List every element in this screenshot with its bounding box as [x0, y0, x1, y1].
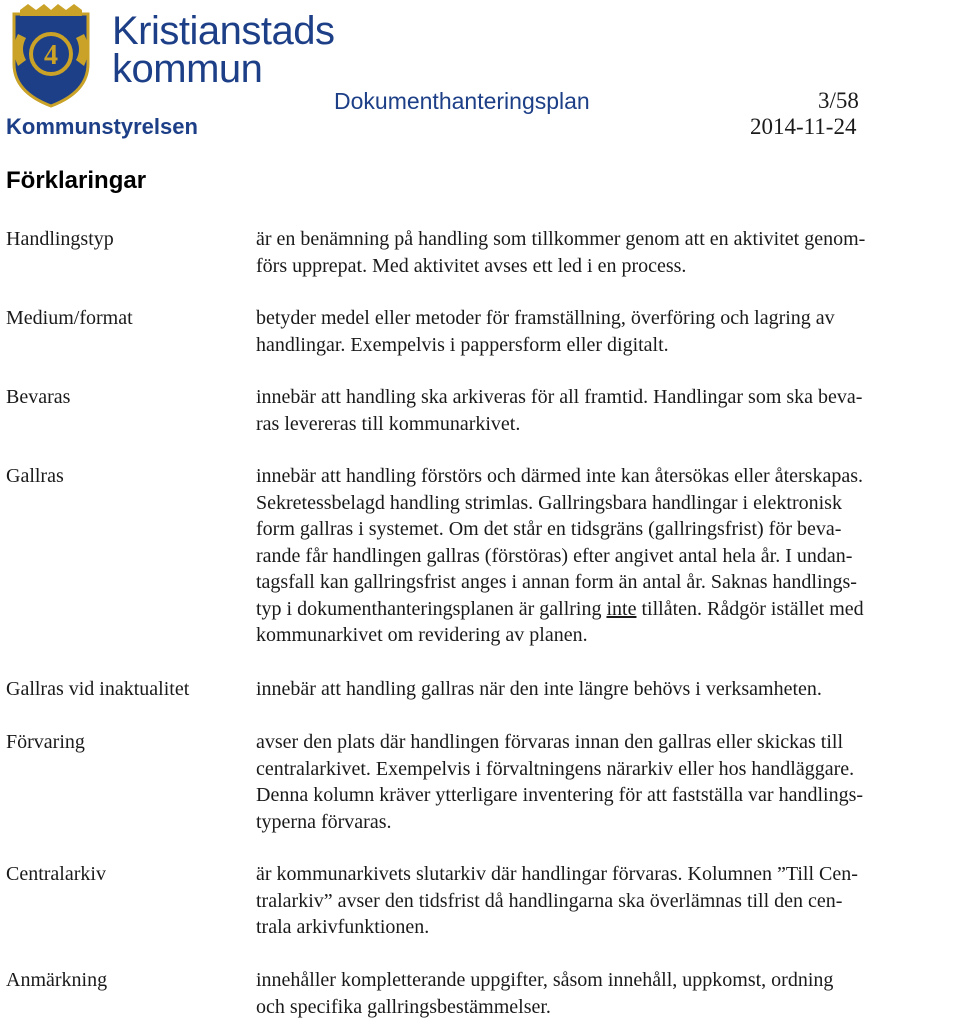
definition-line: avser den plats där handlingen förvaras innan den gallras eller skickas till [256, 731, 844, 753]
term-gallras: Gallras [6, 465, 64, 487]
term-bevaras: Bevaras [6, 386, 71, 408]
definition-line: betyder medel eller metoder för framställning, överföring och lagring av [256, 307, 835, 329]
definition-anmarkning [256, 967, 956, 1020]
definition-line: och specifika gallringsbestämmelser. [256, 995, 551, 1018]
logo-line-1: Kristianstads [112, 9, 335, 53]
term-anmarkning: Anmärkning [6, 969, 108, 991]
definition-line: innehåller kompletterande uppgifter, såsom innehåll, uppkomst, ordning [256, 969, 834, 991]
definition-gallras [256, 463, 956, 649]
definition-gallras-vid-inaktualitet [256, 676, 956, 703]
definition-line: rande får handlingen gallras (förstöras) efter angivet antal hela år. I undan- [256, 544, 853, 567]
definition-line: ras levereras till kommunarkivet. [256, 412, 521, 435]
definition-line: handlingar. Exempelvis i pappersform eller digitalt. [256, 333, 669, 356]
term-gallras-vid-inaktualitet: Gallras vid inaktualitet [6, 678, 190, 700]
term-handlingstyp: Handlingstyp [6, 228, 114, 250]
definition-line: tralarkiv” avser den tidsfrist då handlingarna ska överlämnas till den cen- [256, 889, 843, 912]
section-heading: Förklaringar [6, 167, 147, 194]
document-title: Dokumenthanteringsplan [334, 88, 590, 114]
definition-line: tagsfall kan gallringsfrist anges i annan form än antal år. Saknas handlings- [256, 571, 857, 593]
definition-line-underlined [256, 596, 956, 623]
logo-line-2: kommun [112, 47, 263, 91]
definition-line: förs upprepat. Med aktivitet avses ett led i en process. [256, 254, 687, 277]
definition-line: typerna förvaras. [256, 810, 392, 833]
definition-line: är en benämning på handling som tillkommer genom att en aktivitet genom- [256, 228, 866, 250]
definition-line: är kommunarkivets slutarkiv där handlingar förvaras. Kolumnen ”Till Cen- [256, 863, 858, 885]
definition-medium-format [256, 305, 956, 358]
definition-centralarkiv [256, 861, 956, 941]
underlined-word: inte [606, 597, 637, 620]
definition-line: innebär att handling ska arkiveras för all framtid. Handlingar som ska beva- [256, 386, 863, 408]
department-name: Kommunstyrelsen [6, 114, 198, 139]
definition-line: kommunarkivet om revidering av planen. [256, 624, 588, 646]
document-date: 2014-11-24 [750, 114, 857, 139]
coat-of-arms-logo [6, 4, 96, 108]
text-segment: typ i dokumenthanteringsplanen är gallring [256, 597, 607, 620]
definition-line: trala arkivfunktionen. [256, 916, 430, 938]
term-forvaring: Förvaring [6, 731, 85, 753]
definition-handlingstyp [256, 226, 956, 279]
definition-line: form gallras i systemet. Om det står en tidsgräns (gallringsfrist) för beva- [256, 518, 842, 540]
definition-line: innebär att handling förstörs och därmed inte kan återsökas eller återskapas. [256, 465, 864, 487]
definition-bevaras [256, 384, 956, 437]
text-segment: tillåten. Rådgör istället med [636, 597, 864, 620]
svg-text:4: 4 [44, 40, 58, 71]
definition-forvaring [256, 729, 956, 835]
definition-line: Denna kolumn kräver ytterligare inventering för att fastställa var handlings- [256, 784, 864, 806]
definition-line: Sekretessbelagd handling strimlas. Gallringsbara handlingar i elektronisk [256, 491, 842, 514]
definition-line: centralarkivet. Exempelvis i förvaltningens närarkiv eller hos handläggare. [256, 757, 855, 780]
page-number: 3/58 [818, 88, 859, 113]
term-medium-format: Medium/format [6, 307, 133, 329]
logo-wordmark [112, 9, 335, 91]
definition-line: innebär att handling gallras när den inte längre behövs i verksamheten. [256, 678, 822, 700]
term-centralarkiv: Centralarkiv [6, 863, 106, 885]
